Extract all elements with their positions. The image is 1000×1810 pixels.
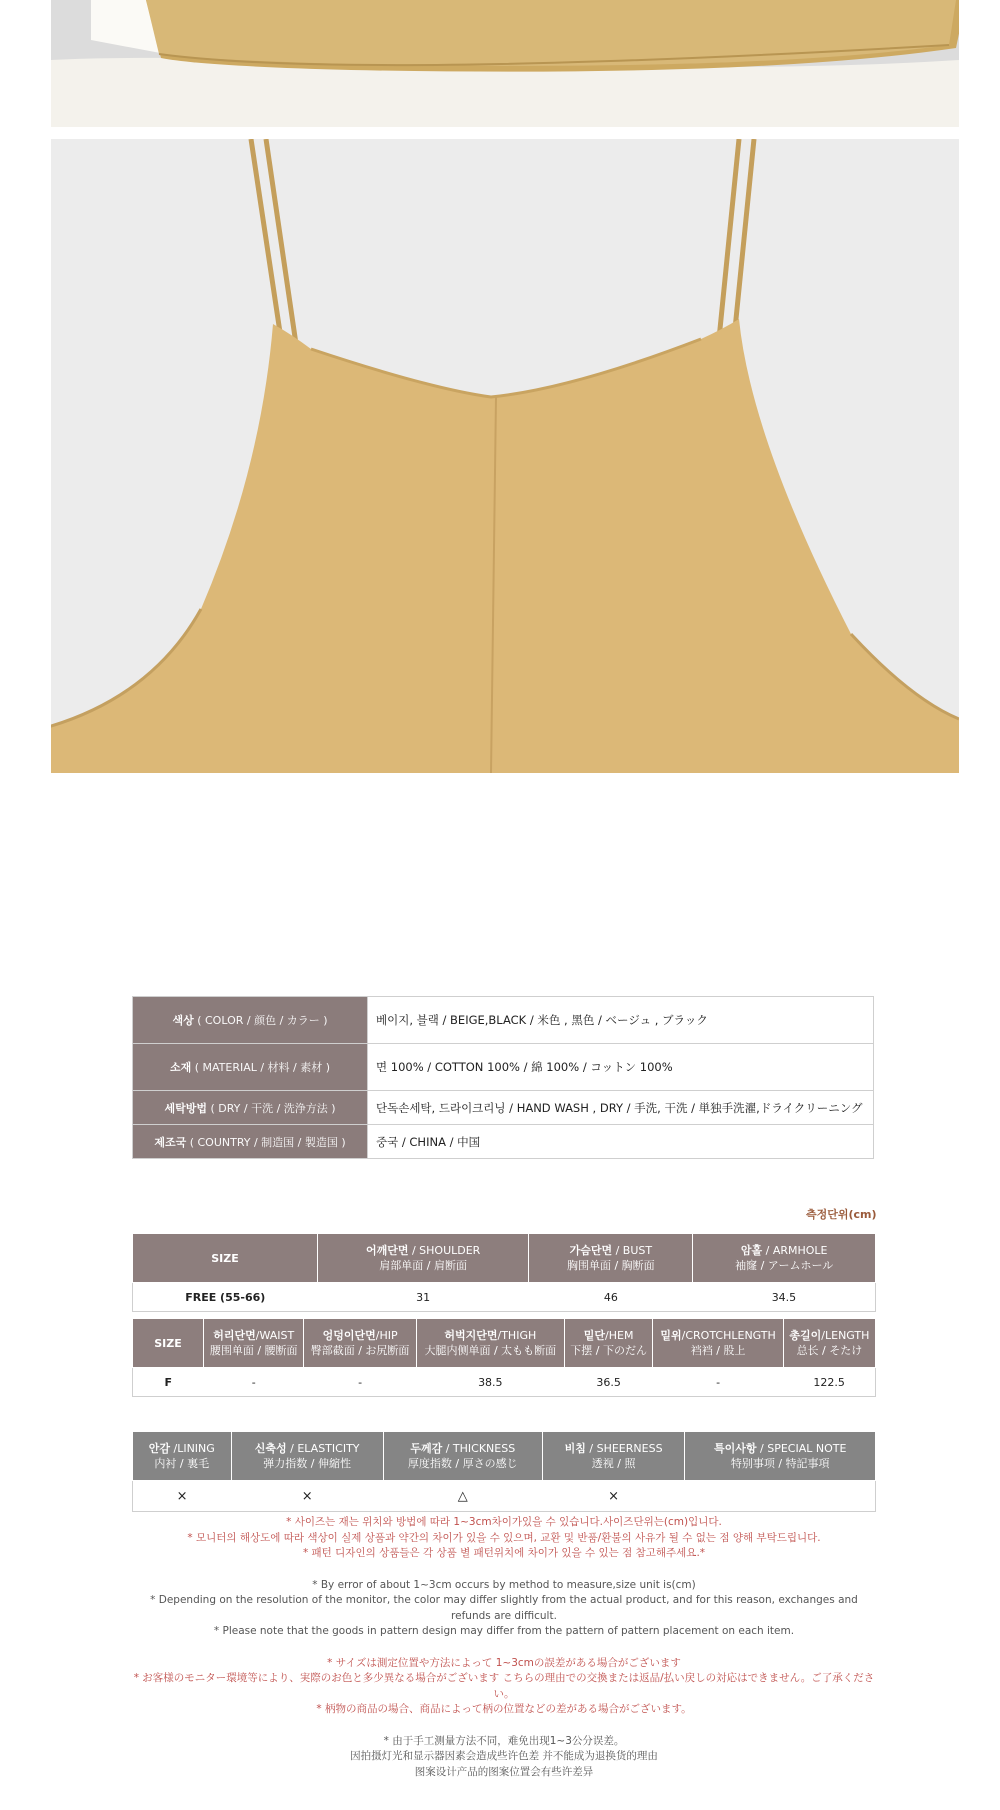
notes-korean xyxy=(132,1515,876,1562)
product-info-table xyxy=(132,996,874,1159)
info-value: 베이지, 블랙 / BEIGE,BLACK / 米色 , 黑色 / ベージュ , ブラック xyxy=(368,997,874,1044)
size-cell: FREE (55-66) xyxy=(133,1283,318,1312)
special-note-value xyxy=(685,1481,876,1512)
product-photo-top xyxy=(51,0,959,127)
size-table-2-header xyxy=(133,1319,876,1368)
note-line: 因拍摄灯光和显示器因素会造成些许色差 并不能成为退换货的理由 xyxy=(350,1750,658,1762)
note-line: * Depending on the resolution of the monitor, the color may differ slightly from the actual product, and for this reason, exchanges and refunds are difficult. xyxy=(150,1594,858,1622)
info-label xyxy=(133,1044,368,1091)
note-line: * By error of about 1~3cm occurs by method to measure,size unit is(cm) xyxy=(312,1578,696,1591)
notes-japanese xyxy=(132,1656,876,1718)
note-line: * 모니터의 해상도에 따라 색상이 실제 상품과 약간의 차이가 있을 수 있으며, 교환 및 반품/환불의 사유가 될 수 없는 점 양해 부탁드립니다. xyxy=(187,1531,821,1544)
value-cell: 36.5 xyxy=(564,1368,653,1397)
value-cell: - xyxy=(304,1368,416,1397)
value-cell: - xyxy=(204,1368,304,1397)
size-table-2 xyxy=(132,1318,876,1397)
info-value: 면 100% / COTTON 100% / 綿 100% / コットン 100% xyxy=(368,1044,874,1091)
elasticity-value: × xyxy=(231,1481,383,1512)
header-cell: 암홀 / ARMHOLE 袖窿 / アームホール xyxy=(693,1234,876,1283)
note-line: * 由于手工测量方法不同，难免出现1~3公分误差。 xyxy=(383,1734,625,1747)
info-value: 중국 / CHINA / 中国 xyxy=(368,1125,874,1159)
value-cell: 31 xyxy=(318,1283,529,1312)
info-value: 단독손세탁, 드라이크리닝 / HAND WASH , DRY / 手洗, 干洗 / 単独手洗濯,ドライクリーニング xyxy=(368,1091,874,1125)
header-cell: 특이사항 / SPECIAL NOTE 特别事项 / 特記事項 xyxy=(685,1432,876,1481)
header-cell: 가슴단면 / BUST 胸围单面 / 胸断面 xyxy=(529,1234,693,1283)
info-label xyxy=(133,1091,368,1125)
note-line: * サイズは測定位置や方法によって 1~3cmの誤差がある場合がございます xyxy=(327,1656,681,1669)
info-label-ko: 색상 xyxy=(172,1014,194,1027)
info-label xyxy=(133,1125,368,1159)
value-cell: 34.5 xyxy=(693,1283,876,1312)
header-cell: 밑단/HEM 下摆 / 下のだん xyxy=(564,1319,653,1368)
note-line: * 柄物の商品の場合、商品によって柄の位置などの差がある場合がございます。 xyxy=(316,1703,692,1715)
value-cell: 46 xyxy=(529,1283,693,1312)
header-cell: 안감 /LINING 内衬 / 裏毛 xyxy=(133,1432,232,1481)
product-photo-main xyxy=(51,139,959,773)
info-label-rest: ( COUNTRY / 制造国 / 製造国 ) xyxy=(189,1135,346,1149)
header-cell: 허리단면/WAIST 腰围单面 / 腰断面 xyxy=(204,1319,304,1368)
header-cell: SIZE xyxy=(133,1234,318,1283)
info-label-rest: ( COLOR / 颜色 / カラー ) xyxy=(197,1014,328,1027)
header-cell: SIZE xyxy=(133,1319,204,1368)
info-label-ko: 소재 xyxy=(169,1061,192,1074)
size-table xyxy=(132,1233,876,1312)
size-cell: F xyxy=(133,1368,204,1397)
notes-english xyxy=(132,1578,876,1640)
note-line: * 패턴 디자인의 상품들은 각 상품 별 패턴위치에 차이가 있을 수 있는 점 참고해주세요.* xyxy=(302,1547,706,1559)
header-cell: 어깨단면 / SHOULDER 肩部单面 / 肩断面 xyxy=(318,1234,529,1283)
notes-chinese xyxy=(132,1734,876,1781)
info-row-color xyxy=(133,997,874,1044)
measurement-unit-label: 측정단위(cm) xyxy=(806,1208,877,1221)
table-row xyxy=(133,1283,876,1312)
note-line: * お客様のモニター環境等により、実際のお色と多少異なる場合がございます こちらの理由での交換または返品/払い戻しの対応はできません。ご了承ください。 xyxy=(133,1672,875,1700)
lining-value: × xyxy=(133,1481,232,1512)
value-cell: - xyxy=(653,1368,783,1397)
fabric-table-header xyxy=(133,1432,876,1481)
table-row xyxy=(133,1481,876,1512)
info-row-washing xyxy=(133,1091,874,1125)
header-cell: 엉덩이단면/HIP 臀部截面 / お尻断面 xyxy=(304,1319,416,1368)
size-table-header xyxy=(133,1234,876,1283)
value-cell: 38.5 xyxy=(416,1368,564,1397)
header-cell: 신축성 / ELASTICITY 弹力指数 / 伸縮性 xyxy=(231,1432,383,1481)
sheerness-value: × xyxy=(542,1481,685,1512)
note-line: * 사이즈는 재는 위치와 방법에 따라 1~3cm차이가있을 수 있습니다.사이즈단위는(cm)입니다. xyxy=(286,1516,722,1528)
info-label xyxy=(133,997,368,1044)
info-label-rest: ( DRY / 干洗 / 洗浄方法 ) xyxy=(210,1101,336,1115)
thickness-value: △ xyxy=(383,1481,542,1512)
info-label-rest: ( MATERIAL / 材料 / 素材 ) xyxy=(194,1061,331,1074)
info-row-material xyxy=(133,1044,874,1091)
header-cell: 비침 / SHEERNESS 透视 / 照 xyxy=(542,1432,685,1481)
info-label-ko: 제조국 xyxy=(154,1135,187,1149)
fabric-table xyxy=(132,1431,876,1512)
note-line: 图案设计产品的图案位置会有些许差异 xyxy=(414,1765,594,1778)
header-cell: 밑위/CROTCHLENGTH 裆裆 / 股上 xyxy=(653,1319,783,1368)
value-cell: 122.5 xyxy=(783,1368,875,1397)
header-cell: 허벅지단면/THIGH 大腿内侧单面 / 太もも断面 xyxy=(416,1319,564,1368)
note-line: * Please note that the goods in pattern design may differ from the pattern of pattern placement on each item. xyxy=(213,1625,795,1637)
header-cell: 총길이/LENGTH 总长 / そたけ xyxy=(783,1319,875,1368)
info-row-country xyxy=(133,1125,874,1159)
table-row xyxy=(133,1368,876,1397)
size-notes xyxy=(132,1515,876,1796)
info-label-ko: 세탁방법 xyxy=(164,1101,207,1115)
header-cell: 두께감 / THICKNESS 厚度指数 / 厚さの感じ xyxy=(383,1432,542,1481)
